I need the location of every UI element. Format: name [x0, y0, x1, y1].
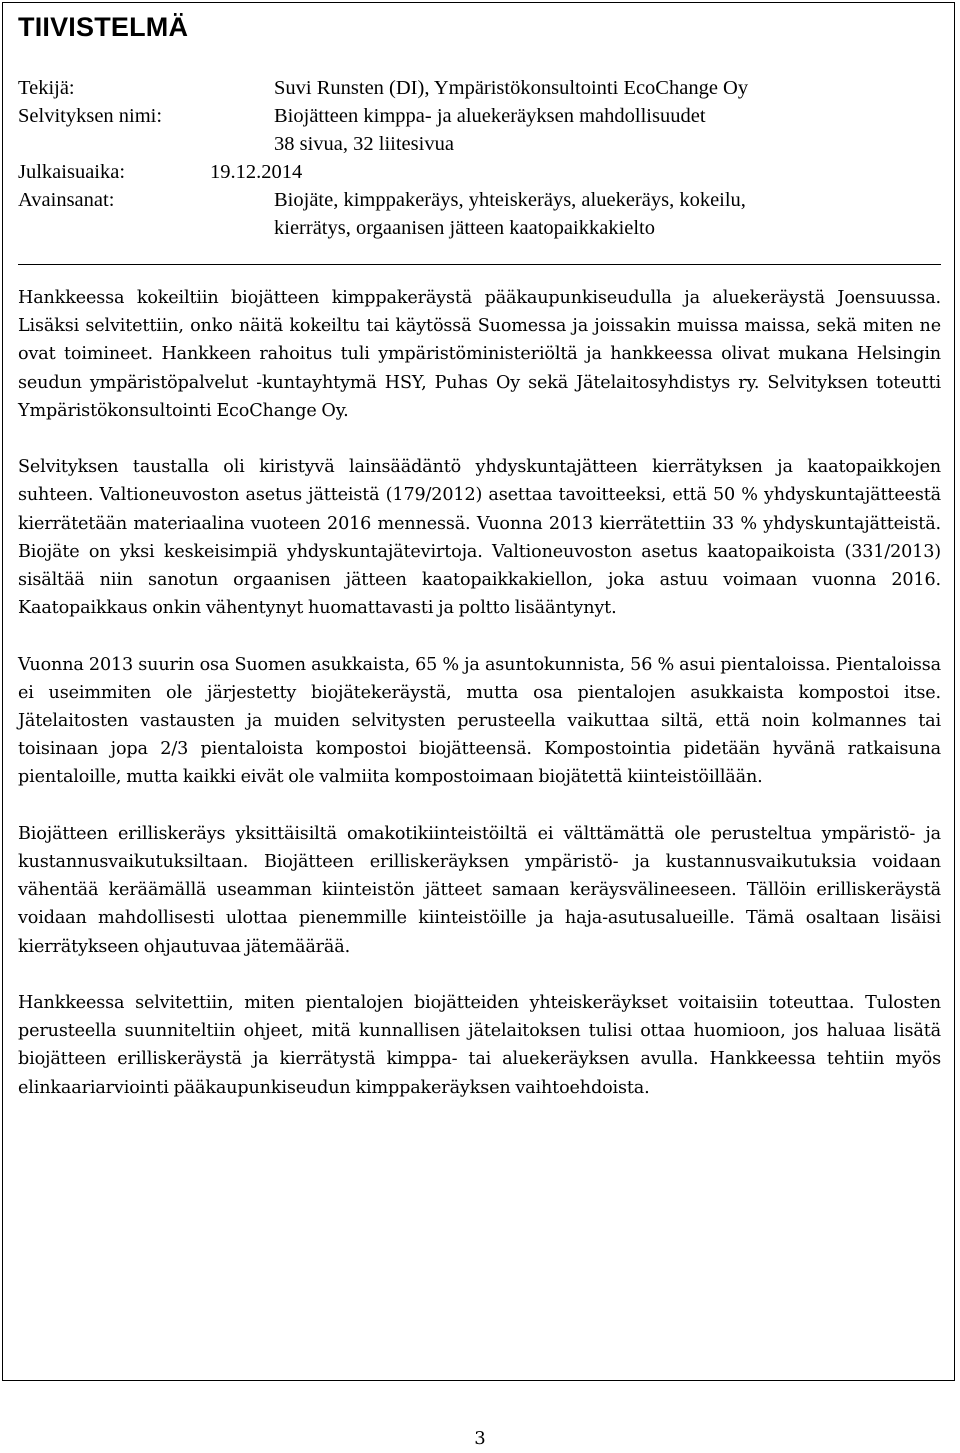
published-label: Julkaisuaika: — [18, 161, 126, 183]
author-value: Suvi Runsten (DI), Ympäristökonsultointi EcoChange Oy — [274, 77, 749, 99]
meta-row-pages — [18, 130, 948, 158]
report-name-label: Selvityksen nimi: — [18, 105, 163, 127]
pages-value: 38 sivua, 32 liitesivua — [274, 133, 454, 155]
meta-row-keywords-cont — [18, 214, 948, 242]
paragraph: Biojätteen erilliskeräys yksittäisiltä omakotikiinteistöiltä ei välttämättä ole perusteltua ympäristö- ja kustannusvaikutuksiltaan. Biojätteen erilliskeräyksen ympäristö- ja kustannusvaikutuksia voidaan vähentää keräämällä useamman kiinteistön jätteet samaan keräysvälineeseen. Tällöin erilliskeräystä voidaan mahdollisesti ulottaa pienemmille kiinteistöille ja haja-asutusalueille. Tämä osaltaan lisäisi kierrätykseen ohjautuvaa jätemäärää. — [18, 823, 941, 957]
paragraph: Selvityksen taustalla oli kiristyvä lainsäädäntö yhdyskuntajätteen kierrätyksen ja kaatopaikkojen suhteen. Valtioneuvoston asetus jätteistä (179/2012) asettaa tavoitteeksi, että 50 % yhdyskuntajätteestä kierrätetään materiaalina vuoteen 2016 mennessä. Vuonna 2013 kierrätettiin 33 % yhdyskuntajätteistä. Biojäte on yksi keskeisimpiä yhdyskuntajätevirtoja. Valtioneuvoston asetus kaatopaikoista (331/2013) sisältää niin sanotun orgaanisen jätteen kaatopaikkakiellon, joka astuu voimaan vuonna 2016. Kaatopaikkaus onkin vähentynyt huomattavasti ja poltto lisääntynyt. — [18, 457, 941, 619]
published-value: 19.12.2014 — [210, 161, 303, 183]
pages-label-spacer — [18, 130, 274, 158]
meta-row-keywords — [18, 186, 948, 214]
report-name-value: Biojätteen kimppa- ja aluekeräyksen mahdollisuudet — [274, 105, 706, 127]
keywords-label-spacer — [18, 214, 274, 242]
author-label: Tekijä: — [18, 77, 75, 99]
keywords-label: Avainsanat: — [18, 189, 115, 211]
paragraph: Vuonna 2013 suurin osa Suomen asukkaista, 65 % ja asuntokunnista, 56 % asui pientaloissa. Pientaloissa ei useimmiten ole järjestetty biojätekeräystä, mutta osa pientalojen asukkaista kompostoi itse. Jätelaitosten vastausten ja muiden selvitysten perusteella vaikuttaa siltä, että noin kolmannes tai toisinaan jopa 2/3 pientaloista kompostoi biojätteensä. Kompostointia pidetään hyvänä ratkaisuna pientaloille, mutta kaikki eivät ole valmiita kompostoimaan biojätettä kiinteistöillään. — [18, 654, 941, 788]
keywords-line-1: Biojäte, kimppakeräys, yhteiskeräys, aluekeräys, kokeilu, — [274, 189, 746, 211]
paragraph: Hankkeessa selvitettiin, miten pientalojen biojätteiden yhteiskeräykset voitaisiin toteuttaa. Tulosten perusteella suunniteltiin ohjeet, mitä kunnallisen jätelaitoksen tulisi ottaa huomioon, jos haluaa lisätä biojätteen erilliskeräystä ja kierrätystä kimppa- tai aluekeräyksen avulla. Hankkeessa tehtiin myös elinkaariarviointi pääkaupunkiseudun kimppakeräyksen vaihtoehdoista. — [18, 993, 941, 1098]
meta-row-published — [18, 158, 948, 186]
page-number: 3 — [474, 1428, 486, 1449]
meta-row-author — [18, 74, 948, 102]
metadata-block — [18, 74, 948, 242]
paragraph: Hankkeessa kokeiltiin biojätteen kimppakeräystä pääkaupunkiseudulla ja aluekeräystä Joensuussa. Lisäksi selvitettiin, onko näitä kokeiltu tai käytössä Suomessa ja joissakin muissa maissa, sekä miten ne ovat toimineet. Hankkeen rahoitus tuli ympäristöministeriöltä ja hankkeessa olivat mukana Helsingin seudun ympäristöpalvelut -kuntayhtymä HSY, Puhas Oy sekä Jätelaitosyhdistys ry. Selvityksen toteutti Ympäristökonsultointi EcoChange Oy. — [18, 288, 941, 421]
page-title: TIIVISTELMÄ — [18, 12, 189, 42]
keywords-line-2: kierrätys, orgaanisen jätteen kaatopaikkakielto — [274, 217, 656, 239]
abstract-body — [18, 284, 941, 1130]
meta-row-report-name — [18, 102, 948, 130]
separator-line — [18, 264, 941, 265]
